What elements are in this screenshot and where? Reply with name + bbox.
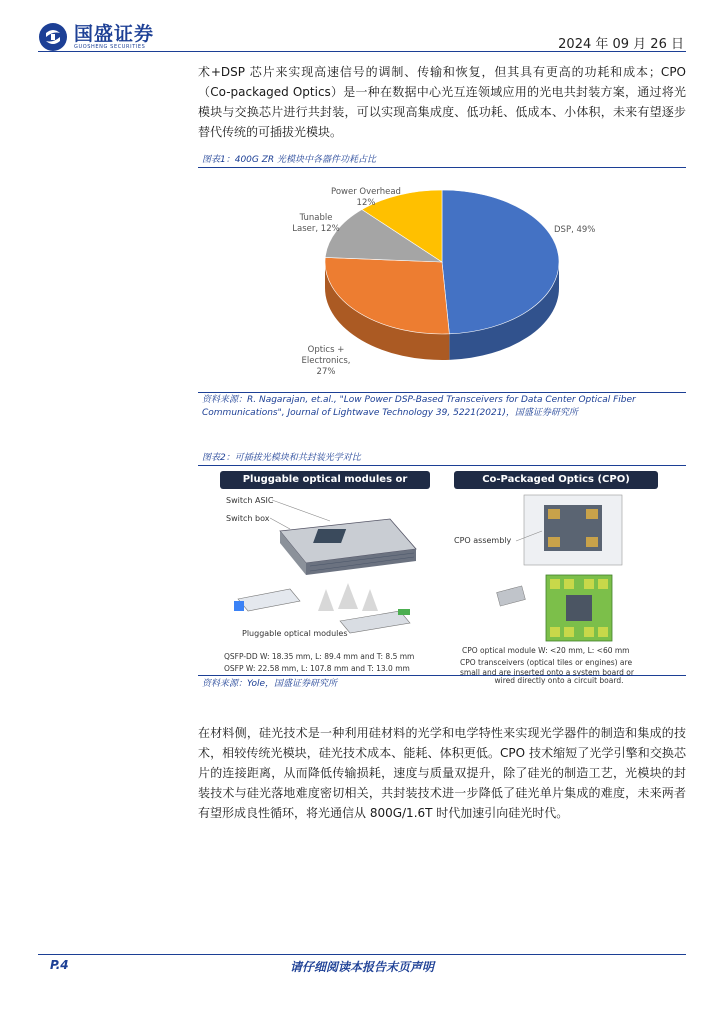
intro-text: 术+DSP 芯片来实现高速信号的调制、传输和恢复，但其具有更高的功耗和成本；CPO（Co-packaged Optics）是一种在数据中心光互连领域应用的光电共封装方案，通过将光模块与交换芯片进行共封装，可以实现高集成度、低功耗、低成本、小体积，未来有望逐步替代传统的可插拔光模块。 [198, 65, 686, 139]
cpo-assembly-label: CPO assembly [454, 536, 512, 545]
conclusion-text: 在材料侧，硅光技术是一种利用硅材料的光学和电学特性来实现光学器件的制造和集成的技术，相较传统光模块，硅光技术成本、能耗、体积更低。CPO 技术缩短了光学引擎和交换芯片的连接距离，从而降低传输损耗，速度与质量双提升，除了硅光的制造工艺，光模块的封装技术与硅光落地难度密切相关，共封装技术进一步降低了硅光单片集成的难度，未来两者有望形成良性循环，将光通信从 800G/1.6T 时代加速引向硅光时代。 [198, 726, 686, 820]
pie-label-dsp: DSP, 49% [554, 225, 596, 235]
figure1-source: 资料来源：R. Nagarajan, et.al., "Low Power DSP-Based Transceivers for Data Center Optical Fiber Communications", Journal of Lightwave Technology 39, 5221(2021)，国盛证券研究所 [202, 395, 636, 418]
osfp-dimensions: OSFP W: 22.58 mm, L: 107.8 mm and T: 13.0 mm [224, 664, 410, 673]
switch-box-label: Switch box [226, 514, 270, 523]
figure1-bottom-rule [198, 392, 686, 393]
pie-label-tunable-laser: Tunable Laser, 12% [292, 213, 340, 234]
cpo-description-line2: small and are inserted onto a system board or [460, 668, 634, 676]
intro-paragraph [198, 62, 686, 142]
cpo-module-dimensions: CPO optical module W: <20 mm, L: <60 mm [462, 646, 630, 655]
cpo-description-line3: wired directly onto a circuit board. [494, 676, 624, 685]
logo-name: 国盛证券 [74, 22, 155, 45]
logo-mark-icon [38, 22, 68, 52]
cpo-module-icon [497, 575, 612, 641]
qsfp-dd-dimensions: QSFP-DD W: 18.35 mm, L: 89.4 mm and T: 8.5 mm [224, 652, 415, 661]
figure1-top-rule [198, 167, 686, 168]
pluggable-modules-label: Pluggable optical modules [242, 629, 348, 638]
pie-label-power-overhead: Power Overhead 12% [331, 187, 401, 208]
switch-asic-label: Switch ASIC [226, 496, 274, 505]
power-consumption-pie-chart [198, 170, 686, 390]
conclusion-paragraph [198, 723, 686, 823]
cpo-description-line1: CPO transceivers (optical tiles or engines) are [460, 658, 633, 667]
pluggables-panel-title: Pluggable optical modules or Pluggables [220, 471, 430, 489]
figure2-title: 图表2：可插拔光模块和共封装光学对比 [202, 453, 361, 463]
figure2-source: 资料来源：Yole，国盛证券研究所 [202, 679, 338, 689]
pluggables-illustration [220, 491, 430, 676]
pie-label-optics-electronics: Optics + Electronics, 27% [301, 345, 351, 377]
switch-asic-chip-icon [313, 529, 346, 543]
report-date: 2024 年 09 月 26 日 [558, 37, 684, 52]
cpo-panel-title: Co-Packaged Optics (CPO) [454, 471, 658, 489]
cpo-illustration [454, 491, 664, 676]
footer-divider [38, 954, 686, 955]
company-logo [38, 22, 154, 52]
page-number: P.4 [50, 958, 69, 972]
figure1-title: 图表1：400G ZR 光模块中各器件功耗占比 [202, 155, 377, 165]
header-divider [38, 51, 686, 52]
footer-disclaimer: 请仔细阅读本报告末页声明 [289, 960, 434, 974]
figure2-top-rule [198, 465, 686, 466]
figure2-bottom-rule [198, 675, 686, 676]
logo-name-en: GUOSHENG SECURITIES [74, 43, 146, 50]
